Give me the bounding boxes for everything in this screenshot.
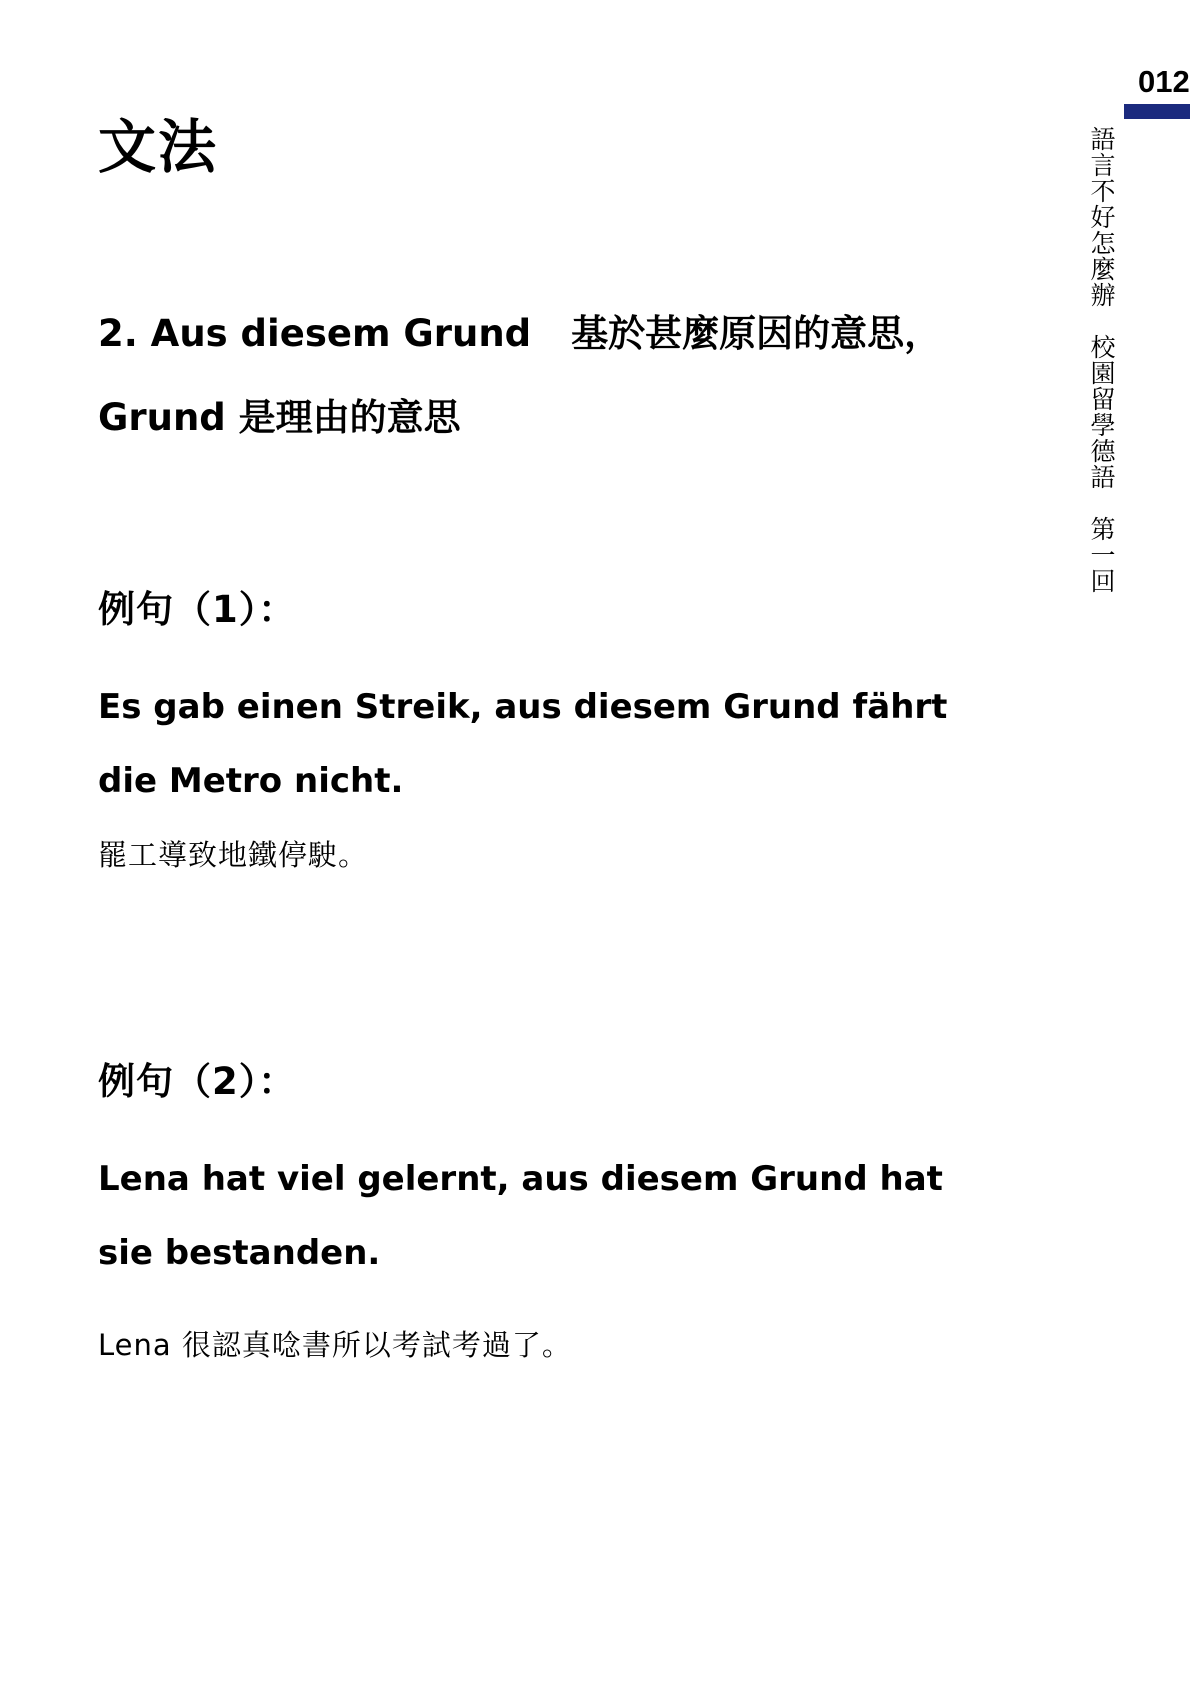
- running-header-vertical: 語言不好怎麼辦 校園留學德語 第一回: [1087, 126, 1116, 594]
- example-2-translation: Lena 很認真唸書所以考試考過了。: [98, 1328, 572, 1362]
- grammar-meaning: 基於甚麼原因的意思，: [571, 312, 942, 355]
- example-1-translation: 罷工導致地鐵停駛。: [98, 838, 369, 872]
- page-number-bar: [1124, 104, 1190, 119]
- grammar-phrase: 2. Aus diesem Grund: [98, 312, 532, 355]
- page-number: 012: [1138, 64, 1190, 99]
- grammar-word-note: Grund 是理由的意思: [98, 396, 461, 439]
- grammar-heading: [98, 292, 958, 460]
- example-2-sentence: Lena hat viel gelernt, aus diesem Grund hat sie bestanden.: [98, 1159, 943, 1273]
- example-2-label: 例句（2）：: [98, 1060, 297, 1103]
- example-1-sentence: Es gab einen Streik, aus diesem Grund fährt die Metro nicht.: [98, 687, 948, 801]
- section-title: 文法: [98, 113, 219, 181]
- example-1-label: 例句（1）：: [98, 588, 297, 631]
